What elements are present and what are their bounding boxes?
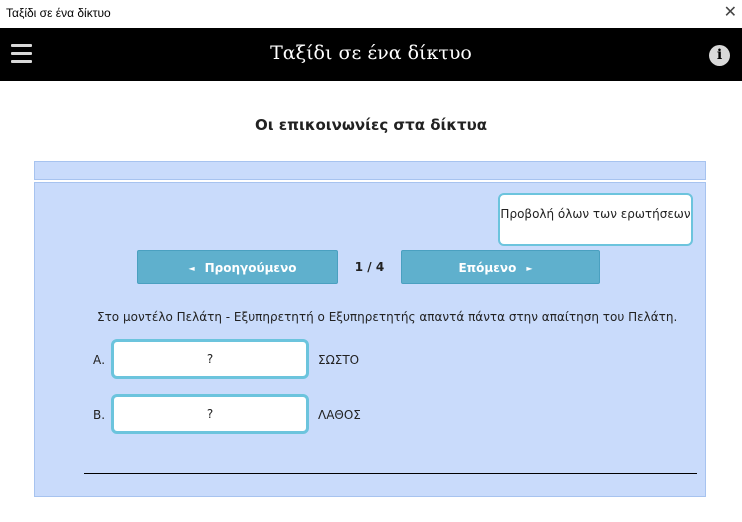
arrow-left-icon: ◄: [188, 264, 195, 273]
option-b-dropzone[interactable]: ?: [111, 394, 309, 434]
app-header: [0, 28, 742, 81]
question-counter: 1 / 4: [354, 260, 385, 274]
option-a-dropzone[interactable]: ?: [111, 339, 309, 379]
previous-button[interactable]: [137, 250, 338, 284]
option-a-label: ΣΩΣΤΟ: [318, 353, 360, 367]
close-icon[interactable]: ✕: [723, 2, 737, 21]
previous-button-label: Προηγούμενο: [204, 261, 297, 275]
window-title: Ταξίδι σε ένα δίκτυο: [6, 6, 111, 20]
view-all-questions-button[interactable]: Προβολή όλων των ερωτήσεων: [498, 193, 693, 246]
window-titlebar: [0, 0, 742, 28]
next-button[interactable]: [401, 250, 600, 284]
divider: [84, 473, 697, 474]
option-b-label: ΛΑΘΟΣ: [318, 408, 361, 422]
option-b-letter: Β.: [93, 408, 106, 422]
info-icon[interactable]: i: [709, 45, 730, 66]
arrow-right-icon: ►: [526, 264, 533, 273]
option-a-letter: Α.: [93, 353, 106, 367]
question-text: Στο μοντέλο Πελάτη - Εξυπηρετητή ο Εξυπηρετητής απαντά πάντα στην απαίτηση του Πελάτη.: [97, 310, 678, 324]
panel-header-strip: [34, 161, 706, 180]
next-button-label: Επόμενο: [458, 261, 517, 275]
page-title: Οι επικοινωνίες στα δίκτυα: [254, 116, 488, 134]
quiz-panel: [34, 182, 706, 497]
app-title: Ταξίδι σε ένα δίκτυο: [270, 42, 472, 64]
